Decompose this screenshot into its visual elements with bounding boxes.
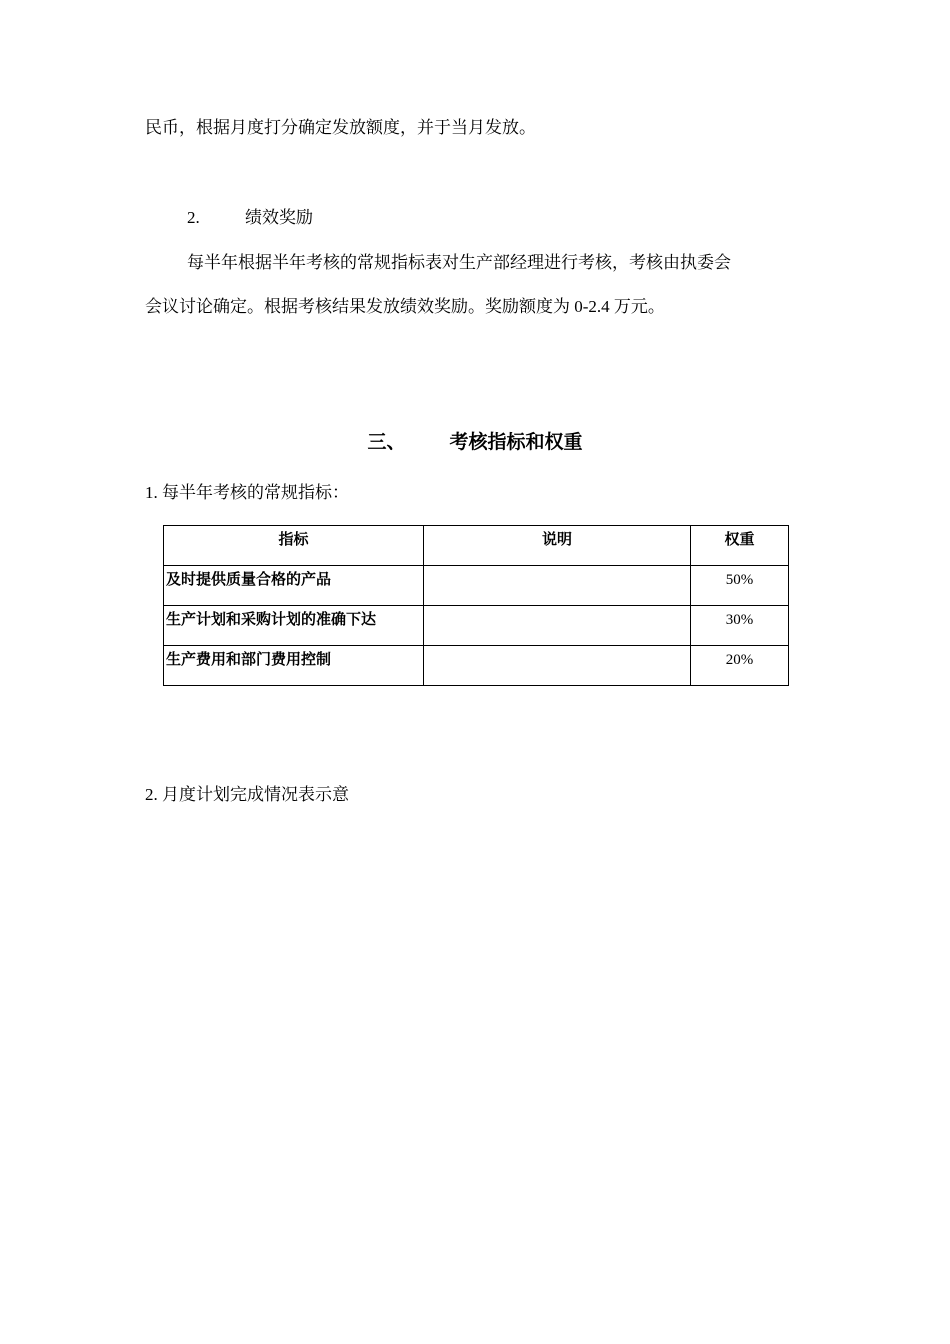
cell-description [424, 646, 691, 686]
table-row [164, 566, 789, 606]
section-title: 考核指标和权重 [449, 432, 583, 453]
cell-indicator: 及时提供质量合格的产品 [164, 566, 424, 606]
item-2-number: 2. [187, 208, 200, 227]
table-header-row [164, 526, 789, 566]
cell-indicator: 生产计划和采购计划的准确下达 [164, 606, 424, 646]
cell-weight: 30% [691, 606, 789, 646]
header-description: 说明 [424, 526, 691, 566]
section-heading [0, 429, 950, 457]
section-number: 三、 [367, 432, 406, 453]
list-item-1: 1. 每半年考核的常规指标： [145, 483, 349, 502]
header-indicator: 指标 [164, 526, 424, 566]
cell-weight: 50% [691, 566, 789, 606]
cell-description [424, 566, 691, 606]
paragraph-line-1: 每半年根据半年考核的常规指标表对生产部经理进行考核，考核由执委会 [187, 253, 731, 272]
table-row [164, 606, 789, 646]
header-weight: 权重 [691, 526, 789, 566]
list-item-2: 2. 月度计划完成情况表示意 [145, 785, 349, 804]
item-2-title: 绩效奖励 [245, 208, 313, 227]
cell-weight: 20% [691, 646, 789, 686]
cell-description [424, 606, 691, 646]
paragraph-line-2: 会议讨论确定。根据考核结果发放绩效奖励。奖励额度为 0-2.4 万元。 [145, 297, 665, 316]
table-row [164, 646, 789, 686]
paragraph-continuation: 民币，根据月度打分确定发放额度，并于当月发放。 [145, 118, 536, 137]
cell-indicator: 生产费用和部门费用控制 [164, 646, 424, 686]
indicators-table [163, 525, 789, 686]
